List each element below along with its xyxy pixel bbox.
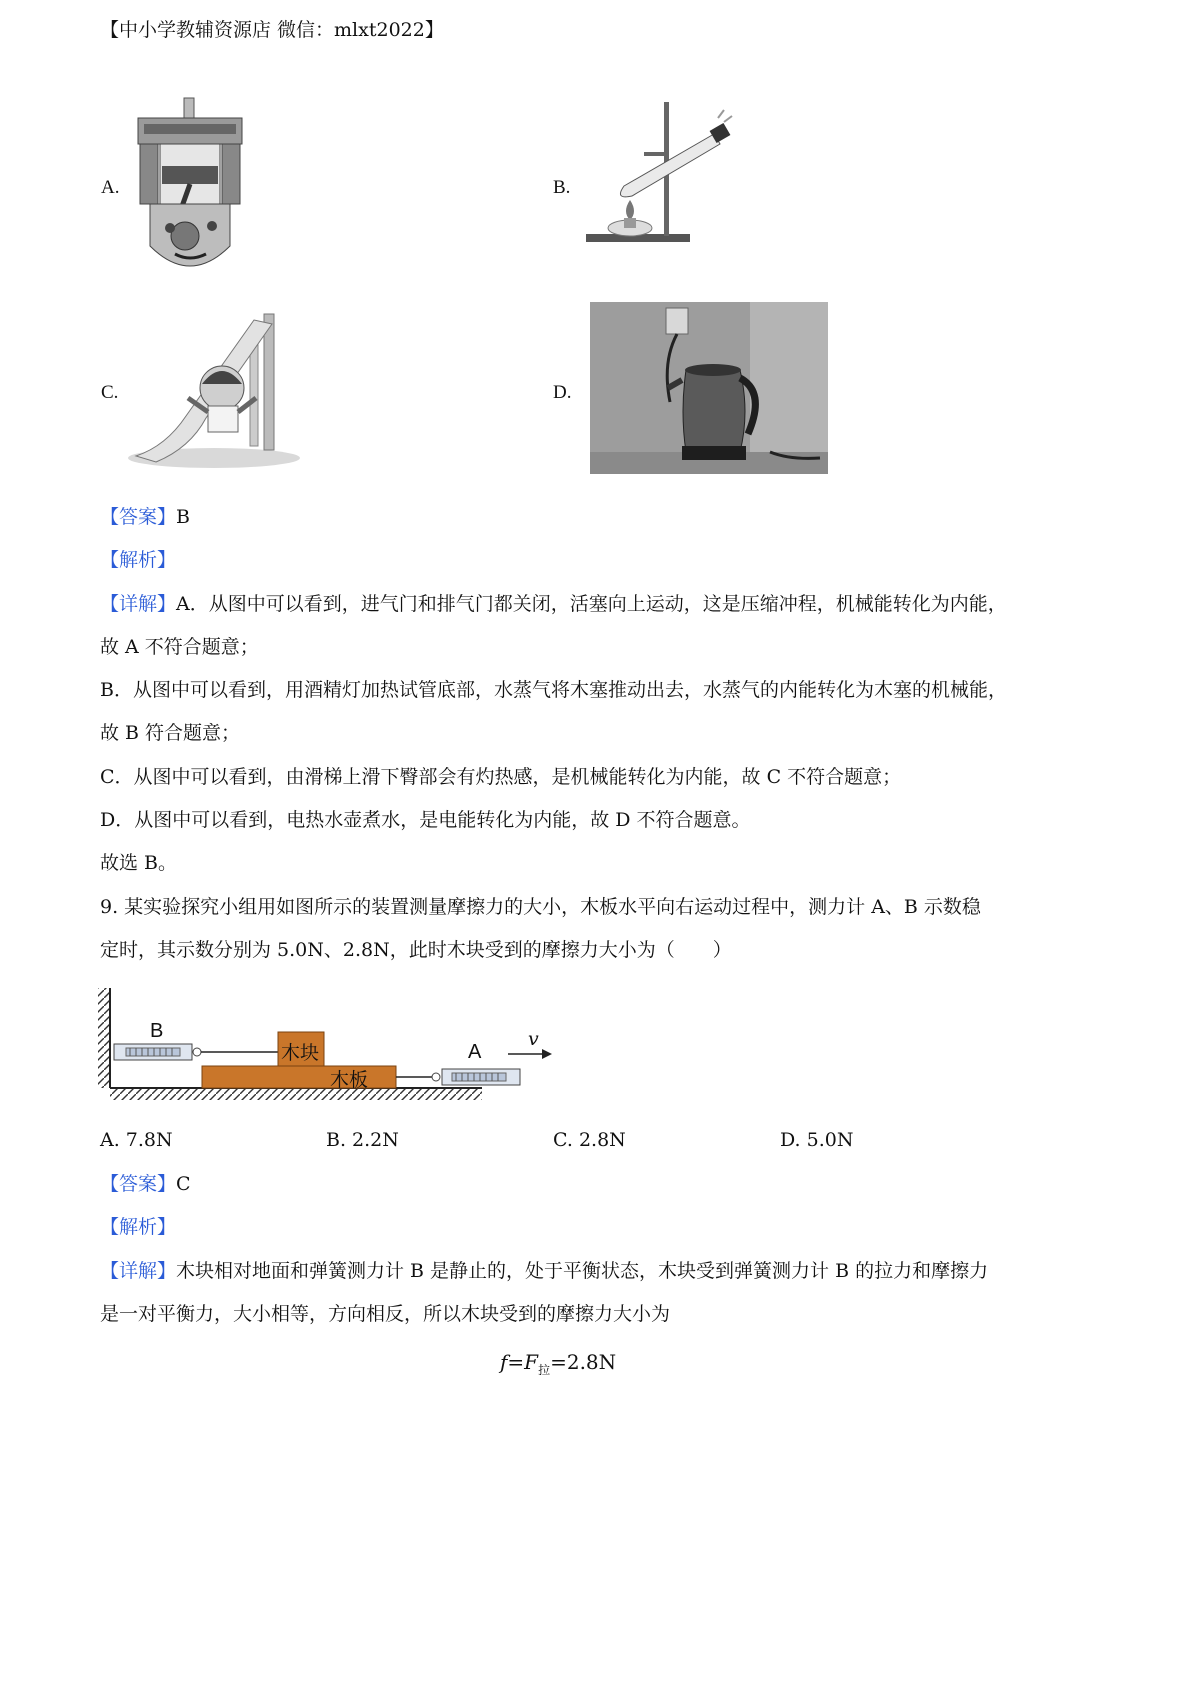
q9-stem-line-1: 9. 某实验探究小组用如图所示的装置测量摩擦力的大小，木板水平向右运动过程中，测力计 A、B 示数稳 [100, 896, 981, 918]
q9-answer-tag: 【答案】 [100, 1173, 177, 1195]
q8-detail-text-1: A．从图中可以看到，进气门和排气门都关闭，活塞向上运动，这是压缩冲程，机械能转化为内能， [176, 593, 1007, 615]
q9-detail-text-1: 木块相对地面和弹簧测力计 B 是静止的，处于平衡状态，木块受到弹簧测力计 B 的拉力和摩擦力 [176, 1260, 989, 1282]
q9-answer [100, 1172, 191, 1196]
q9-choice-d: D. 5.0N [780, 1129, 854, 1151]
q9-stem-line-2: 定时，其示数分别为 5.0N、2.8N，此时木块受到的摩擦力大小为（ ） [100, 939, 732, 961]
formula-f: f [500, 1350, 508, 1374]
option-c-label: C. [101, 382, 119, 403]
q9-choice-c: C. 2.8N [553, 1129, 626, 1151]
formula-subscript: 拉 [538, 1363, 551, 1377]
test-tube-heating-image [584, 96, 744, 244]
q9-choice-a: A. 7.8N [100, 1129, 173, 1151]
electric-kettle-photo [590, 302, 828, 474]
q8-detail-line-2: 故 A 不符合题意； [100, 636, 259, 658]
q8-detail-line-7: 故选 B。 [100, 852, 178, 874]
velocity-label: v [528, 1028, 539, 1050]
friction-apparatus-diagram [96, 982, 556, 1102]
q9-answer-value: C [176, 1173, 191, 1195]
option-d-label: D. [553, 382, 572, 403]
child-on-slide-image [126, 306, 300, 470]
q8-detail-line-6: D．从图中可以看到，电热水壶煮水，是电能转化为内能，故 D 不符合题意。 [100, 809, 751, 831]
wood-board-label: 木板 [330, 1069, 369, 1091]
q8-answer [100, 505, 190, 529]
q8-detail-line-1 [100, 592, 1007, 616]
friction-formula [500, 1350, 616, 1378]
formula-value: 2.8N [566, 1350, 617, 1374]
formula-eq-2: = [550, 1350, 567, 1374]
wood-block-label: 木块 [281, 1042, 320, 1064]
q8-answer-tag: 【答案】 [100, 506, 177, 528]
option-b-label: B. [553, 177, 571, 198]
q9-detail-line-1 [100, 1259, 988, 1283]
formula-F: F [524, 1350, 539, 1374]
q8-detail-tag: 【详解】 [100, 593, 177, 615]
q9-detail-line-2: 是一对平衡力，大小相等，方向相反，所以木块受到的摩擦力大小为 [100, 1303, 671, 1325]
q9-choice-b: B. 2.2N [326, 1129, 399, 1151]
scale-b-label: B [150, 1020, 164, 1042]
engine-cylinder-image [130, 96, 250, 272]
q8-detail-line-4: 故 B 符合题意； [100, 722, 241, 744]
formula-eq-1: = [507, 1350, 525, 1374]
q9-detail-tag: 【详解】 [100, 1260, 177, 1282]
q8-answer-value: B [176, 506, 190, 528]
scale-a-label: A [468, 1041, 482, 1063]
q8-detail-line-3: B．从图中可以看到，用酒精灯加热试管底部，水蒸气将木塞推动出去，水蒸气的内能转化为木塞的机械能， [100, 679, 1007, 701]
q8-detail-line-5: C．从图中可以看到，由滑梯上滑下臀部会有灼热感，是机械能转化为内能，故 C 不符合题意； [100, 766, 902, 788]
q9-analysis-tag: 【解析】 [100, 1216, 177, 1238]
q8-analysis-tag: 【解析】 [100, 549, 177, 571]
option-a-label: A. [101, 177, 120, 198]
header-watermark: 【中小学教辅资源店 微信：mlxt2022】 [100, 19, 444, 41]
